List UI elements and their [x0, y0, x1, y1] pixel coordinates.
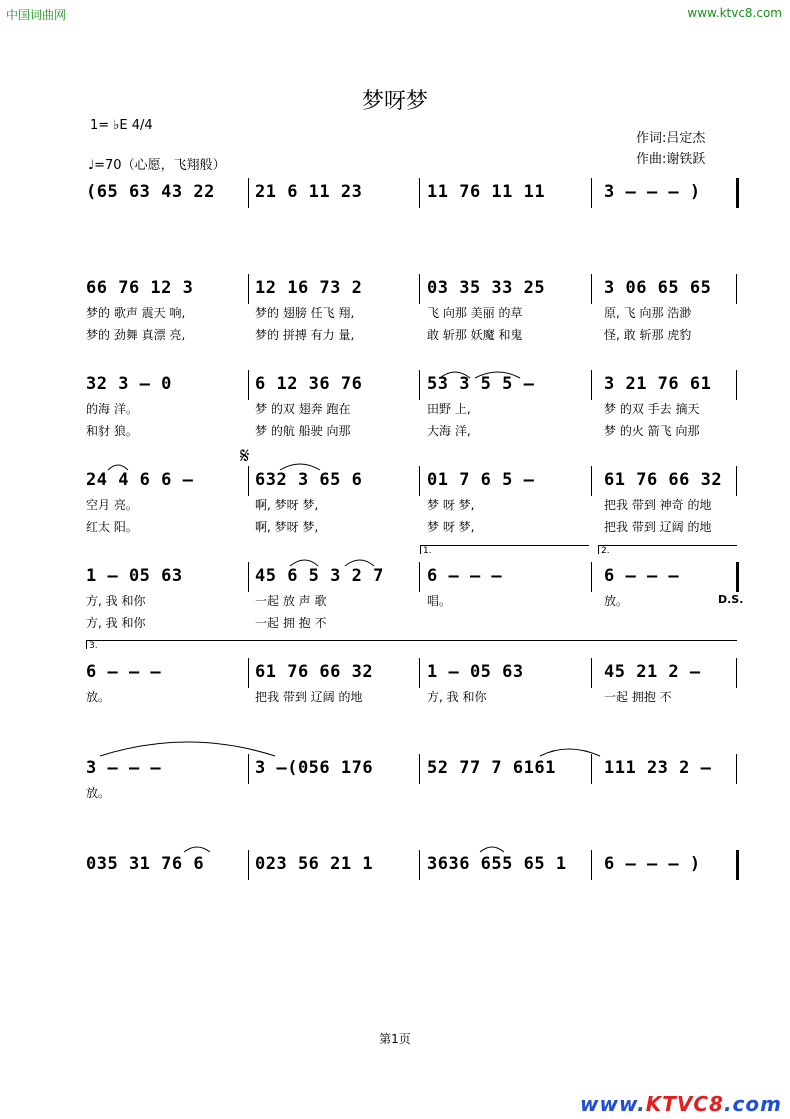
- lyric-line: 方, 我 和你: [427, 690, 487, 704]
- lyric-line: 一起 拥抱 不: [604, 690, 672, 704]
- measure-notes: 53 3 5 5 –: [427, 374, 535, 394]
- lyric-line: 梦 呀 梦,: [427, 498, 475, 512]
- lyric-line: 大海 洋,: [427, 424, 471, 438]
- measure-notes: 12 16 73 2: [255, 278, 363, 298]
- measure-notes: 3 –(056 176: [255, 758, 374, 778]
- key-signature: 1= ♭E 4/4: [90, 118, 153, 133]
- lyric-line: 把我 带到 辽阔 的地: [604, 520, 712, 534]
- lyric-line: 空月 亮。: [86, 498, 138, 512]
- lyric-line: 敢 斩那 妖魔 和鬼: [427, 328, 523, 342]
- lyric-line: 放。: [604, 594, 629, 608]
- measure-notes: 66 76 12 3: [86, 278, 194, 298]
- measure-notes: 11 76 11 11: [427, 182, 546, 202]
- lyric-line: 红太 阳。: [86, 520, 138, 534]
- measure-notes: 3 – – – ): [604, 182, 701, 202]
- volta-number-3: 3.: [89, 641, 98, 651]
- lyricist: 作词:吕定杰: [636, 131, 706, 146]
- measure-notes: 6 12 36 76: [255, 374, 363, 394]
- lyric-line: 梦的 翅膀 任飞 翔,: [255, 306, 355, 320]
- measure-notes: 6 – – –: [427, 566, 503, 586]
- measure-notes: 1 – 05 63: [86, 566, 183, 586]
- lyric-line: 怪, 敢 斩那 虎豹: [604, 328, 692, 342]
- lyric-line: 飞 向那 美丽 的草: [427, 306, 523, 320]
- measure-notes: 61 76 66 32: [604, 470, 723, 490]
- site-url-right: www.ktvc8.com: [687, 6, 782, 20]
- measure-notes: 023 56 21 1: [255, 854, 374, 874]
- page-number: 第1页: [379, 1032, 411, 1046]
- volta-number-2: 2.: [601, 546, 610, 556]
- site-logo: www.KTVC8.com: [579, 1092, 782, 1116]
- lyric-line: 梦的 歌声 震天 响,: [86, 306, 186, 320]
- measure-notes: 21 6 11 23: [255, 182, 363, 202]
- measure-notes: 111 23 2 –: [604, 758, 712, 778]
- ds-marking: D.S.: [718, 593, 744, 606]
- measure-notes: 1 – 05 63: [427, 662, 524, 682]
- measure-notes: 632 3 65 6: [255, 470, 363, 490]
- lyric-line: 方, 我 和你: [86, 594, 146, 608]
- measure-notes: 3 – – –: [86, 758, 162, 778]
- lyric-line: 放。: [86, 786, 111, 800]
- lyric-line: 的海 洋。: [86, 402, 138, 416]
- lyric-line: 啊, 梦呀 梦,: [255, 520, 319, 534]
- lyric-line: 一起 放 声 歌: [255, 594, 327, 608]
- composer: 作曲:谢铁跃: [636, 152, 706, 167]
- measure-notes: 3 06 65 65: [604, 278, 712, 298]
- lyric-line: 方, 我 和你: [86, 616, 146, 630]
- lyric-line: 原, 飞 向那 浩渺: [604, 306, 692, 320]
- measure-notes: 45 21 2 –: [604, 662, 701, 682]
- measure-notes: 035 31 76 6: [86, 854, 205, 874]
- lyric-line: 唱。: [427, 594, 452, 608]
- lyric-line: 一起 拥 抱 不: [255, 616, 327, 630]
- tempo-marking: ♩=70（心愿，飞翔般）: [88, 158, 226, 173]
- measure-notes: 03 35 33 25: [427, 278, 546, 298]
- lyric-line: 梦 呀 梦,: [427, 520, 475, 534]
- lyric-line: 梦 的火 箭飞 向那: [604, 424, 700, 438]
- volta-number-1: 1.: [423, 546, 432, 556]
- lyric-line: 啊, 梦呀 梦,: [255, 498, 319, 512]
- measure-notes: 6 – – – ): [604, 854, 701, 874]
- measure-notes: 32 3 – 0: [86, 374, 172, 394]
- segno-sign: 𝄋: [240, 444, 250, 469]
- lyric-line: 梦的 拼搏 有力 量,: [255, 328, 355, 342]
- measure-notes: 3636 655 65 1: [427, 854, 567, 874]
- measure-notes: 52 77 7 6161: [427, 758, 556, 778]
- lyric-line: 把我 带到 神奇 的地: [604, 498, 712, 512]
- lyric-line: 梦 的双 翅奔 跑在: [255, 402, 351, 416]
- measure-notes: 3 21 76 61: [604, 374, 712, 394]
- lyric-line: 放。: [86, 690, 111, 704]
- lyric-line: 把我 带到 辽阔 的地: [255, 690, 363, 704]
- measure-notes: (65 63 43 22: [86, 182, 215, 202]
- measure-notes: 01 7 6 5 –: [427, 470, 535, 490]
- lyric-line: 田野 上,: [427, 402, 471, 416]
- measure-notes: 6 – – –: [604, 566, 680, 586]
- lyric-line: 梦 的双 手去 摘天: [604, 402, 700, 416]
- measure-notes: 45 6 5 3 2 7: [255, 566, 384, 586]
- lyric-line: 梦的 劲舞 真漂 亮,: [86, 328, 186, 342]
- song-title: 梦呀梦: [361, 89, 428, 114]
- measure-notes: 6 – – –: [86, 662, 162, 682]
- lyric-line: 和豺 狼。: [86, 424, 138, 438]
- measure-notes: 61 76 66 32: [255, 662, 374, 682]
- lyric-line: 梦 的航 船驶 向那: [255, 424, 351, 438]
- measure-notes: 24 4 6 6 –: [86, 470, 194, 490]
- site-name-left: 中国词曲网: [6, 8, 67, 22]
